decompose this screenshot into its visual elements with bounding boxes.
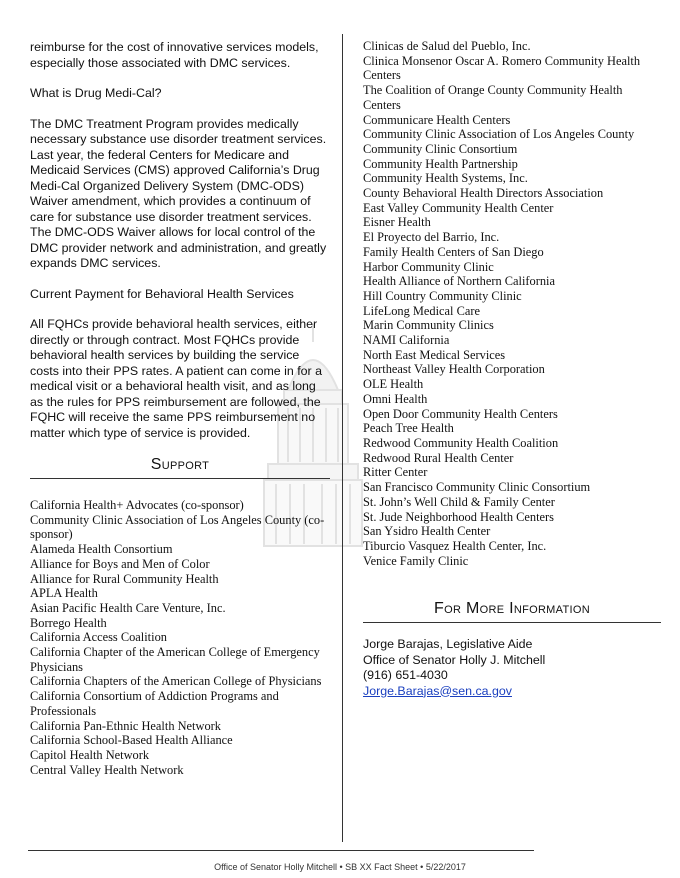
supporter-item: LifeLong Medical Care bbox=[363, 303, 480, 318]
supporter-item: California School-Based Health Alliance bbox=[30, 733, 233, 748]
supporter-item: Clinica Monsenor Oscar A. Romero Community Health Centers bbox=[363, 53, 641, 83]
support-heading-rule bbox=[30, 478, 330, 479]
supporter-item: Marin Community Clinics bbox=[363, 318, 494, 333]
supporter-item: Open Door Community Health Centers bbox=[363, 406, 558, 421]
supporter-item: Community Clinic Association of Los Angeles County (co-sponsor) bbox=[30, 512, 325, 542]
supporter-item: County Behavioral Health Directors Association bbox=[363, 186, 604, 201]
support-list-continued bbox=[363, 39, 663, 568]
supporter-item: Omni Health bbox=[363, 391, 428, 406]
right-column bbox=[363, 39, 663, 568]
supporter-item: Asian Pacific Health Care Venture, Inc. bbox=[30, 600, 226, 615]
supporter-item: California Pan-Ethnic Health Network bbox=[30, 718, 221, 733]
left-column bbox=[30, 40, 330, 777]
supporter-item: Family Health Centers of San Diego bbox=[363, 244, 544, 259]
supporter-item: El Proyecto del Barrio, Inc. bbox=[363, 230, 500, 245]
supporter-item: Community Health Partnership bbox=[363, 156, 518, 171]
more-info-heading-rule bbox=[363, 622, 661, 623]
supporter-item: California Access Coalition bbox=[30, 630, 167, 645]
contact-phone: (916) 651-4030 bbox=[363, 668, 448, 682]
dmc-question: What is Drug Medi-Cal? bbox=[30, 86, 162, 100]
supporter-item: Eisner Health bbox=[363, 215, 431, 230]
support-heading-block bbox=[30, 456, 330, 486]
footer-text: Office of Senator Holly Mitchell • SB XX Fact Sheet • 5/22/2017 bbox=[214, 862, 466, 872]
contact-details bbox=[363, 637, 661, 699]
supporter-item: San Francisco Community Clinic Consortium bbox=[363, 480, 591, 495]
supporter-item: East Valley Community Health Center bbox=[363, 200, 554, 215]
supporter-item: California Chapters of the American College of Physicians bbox=[30, 674, 322, 689]
contact-name: Jorge Barajas, Legislative Aide bbox=[363, 637, 533, 651]
supporter-item: Harbor Community Clinic bbox=[363, 259, 494, 274]
supporter-item: Venice Family Clinic bbox=[363, 553, 469, 568]
supporter-item: Alliance for Rural Community Health bbox=[30, 571, 219, 586]
supporter-item: Ritter Center bbox=[363, 465, 428, 480]
supporter-item: Community Clinic Association of Los Angeles County bbox=[363, 127, 635, 142]
supporter-item: Hill Country Community Clinic bbox=[363, 288, 522, 303]
intro-continuation: reimburse for the cost of innovative services models, especially those associated with DMC services. bbox=[30, 40, 319, 70]
supporter-item: Communicare Health Centers bbox=[363, 112, 511, 127]
supporter-item: NAMI California bbox=[363, 333, 450, 348]
supporter-item: Northeast Valley Health Corporation bbox=[363, 362, 545, 377]
supporter-item: Peach Tree Health bbox=[363, 421, 454, 436]
support-heading: Support bbox=[150, 456, 210, 473]
supporter-item: California Chapter of the American College of Emergency Physicians bbox=[30, 645, 320, 674]
supporter-item: The Coalition of Orange County Community Health Centers bbox=[363, 83, 623, 112]
supporter-item: Redwood Rural Health Center bbox=[363, 450, 514, 465]
supporter-item: Clinicas de Salud del Pueblo, Inc. bbox=[363, 39, 531, 53]
contact-email-link[interactable]: Jorge.Barajas@sen.ca.gov bbox=[363, 683, 512, 698]
supporter-item: North East Medical Services bbox=[363, 347, 506, 362]
supporter-item: Borrego Health bbox=[30, 615, 107, 630]
supporter-item: California Consortium of Addiction Programs and Professionals bbox=[30, 689, 279, 718]
column-divider bbox=[342, 34, 343, 842]
supporter-item: St. John’s Well Child & Family Center bbox=[363, 494, 555, 509]
payment-heading: Current Payment for Behavioral Health Services bbox=[30, 286, 294, 301]
supporter-item: Health Alliance of Northern California bbox=[363, 274, 555, 289]
contact-office: Office of Senator Holly J. Mitchell bbox=[363, 652, 546, 667]
payment-paragraph: All FQHCs provide behavioral health services, either directly or through contract. Most FQHCs provide behavioral health services by building the service costs into their PPS rates. A patient can come in for a medical visit or a behavioral health visit, and as long as the rules for PPS reimbursement are followed, the FQHC will receive the same PPS reimbursement no matter which type of service is provided. bbox=[30, 317, 323, 440]
supporter-item: Redwood Community Health Coalition bbox=[363, 435, 559, 450]
supporter-item: APLA Health bbox=[30, 586, 98, 601]
supporter-item: St. Jude Neighborhood Health Centers bbox=[363, 509, 554, 524]
supporter-item: Alameda Health Consortium bbox=[30, 542, 173, 557]
support-list bbox=[30, 498, 330, 777]
dmc-paragraph: The DMC Treatment Program provides medically necessary substance use disorder treatment services. Last year, the federal Centers for Medicare and Medicaid Services (CMS) approved California’s Drug Medi-Cal Organized Delivery System (DMC-ODS) Waiver amendment, which provides a continuum of care for substance use disorder treatment services. The DMC-ODS Waiver allows for local control of the DMC provider network and administration, and greatly expands DMC services. bbox=[30, 116, 327, 270]
supporter-item: Capitol Health Network bbox=[30, 747, 150, 762]
supporter-item: OLE Health bbox=[363, 377, 424, 392]
supporter-item: Central Valley Health Network bbox=[30, 762, 184, 777]
footer-rule bbox=[28, 850, 534, 851]
more-info-block bbox=[363, 600, 661, 699]
supporter-item: Community Clinic Consortium bbox=[363, 141, 518, 156]
supporter-item: Tiburcio Vasquez Health Center, Inc. bbox=[363, 538, 547, 553]
supporter-item: San Ysidro Health Center bbox=[363, 524, 491, 539]
supporter-item: Alliance for Boys and Men of Color bbox=[30, 556, 210, 571]
supporter-item: Community Health Systems, Inc. bbox=[363, 171, 528, 186]
more-info-heading: For More Information bbox=[434, 600, 590, 617]
supporter-item: California Health+ Advocates (co-sponsor) bbox=[30, 498, 244, 512]
